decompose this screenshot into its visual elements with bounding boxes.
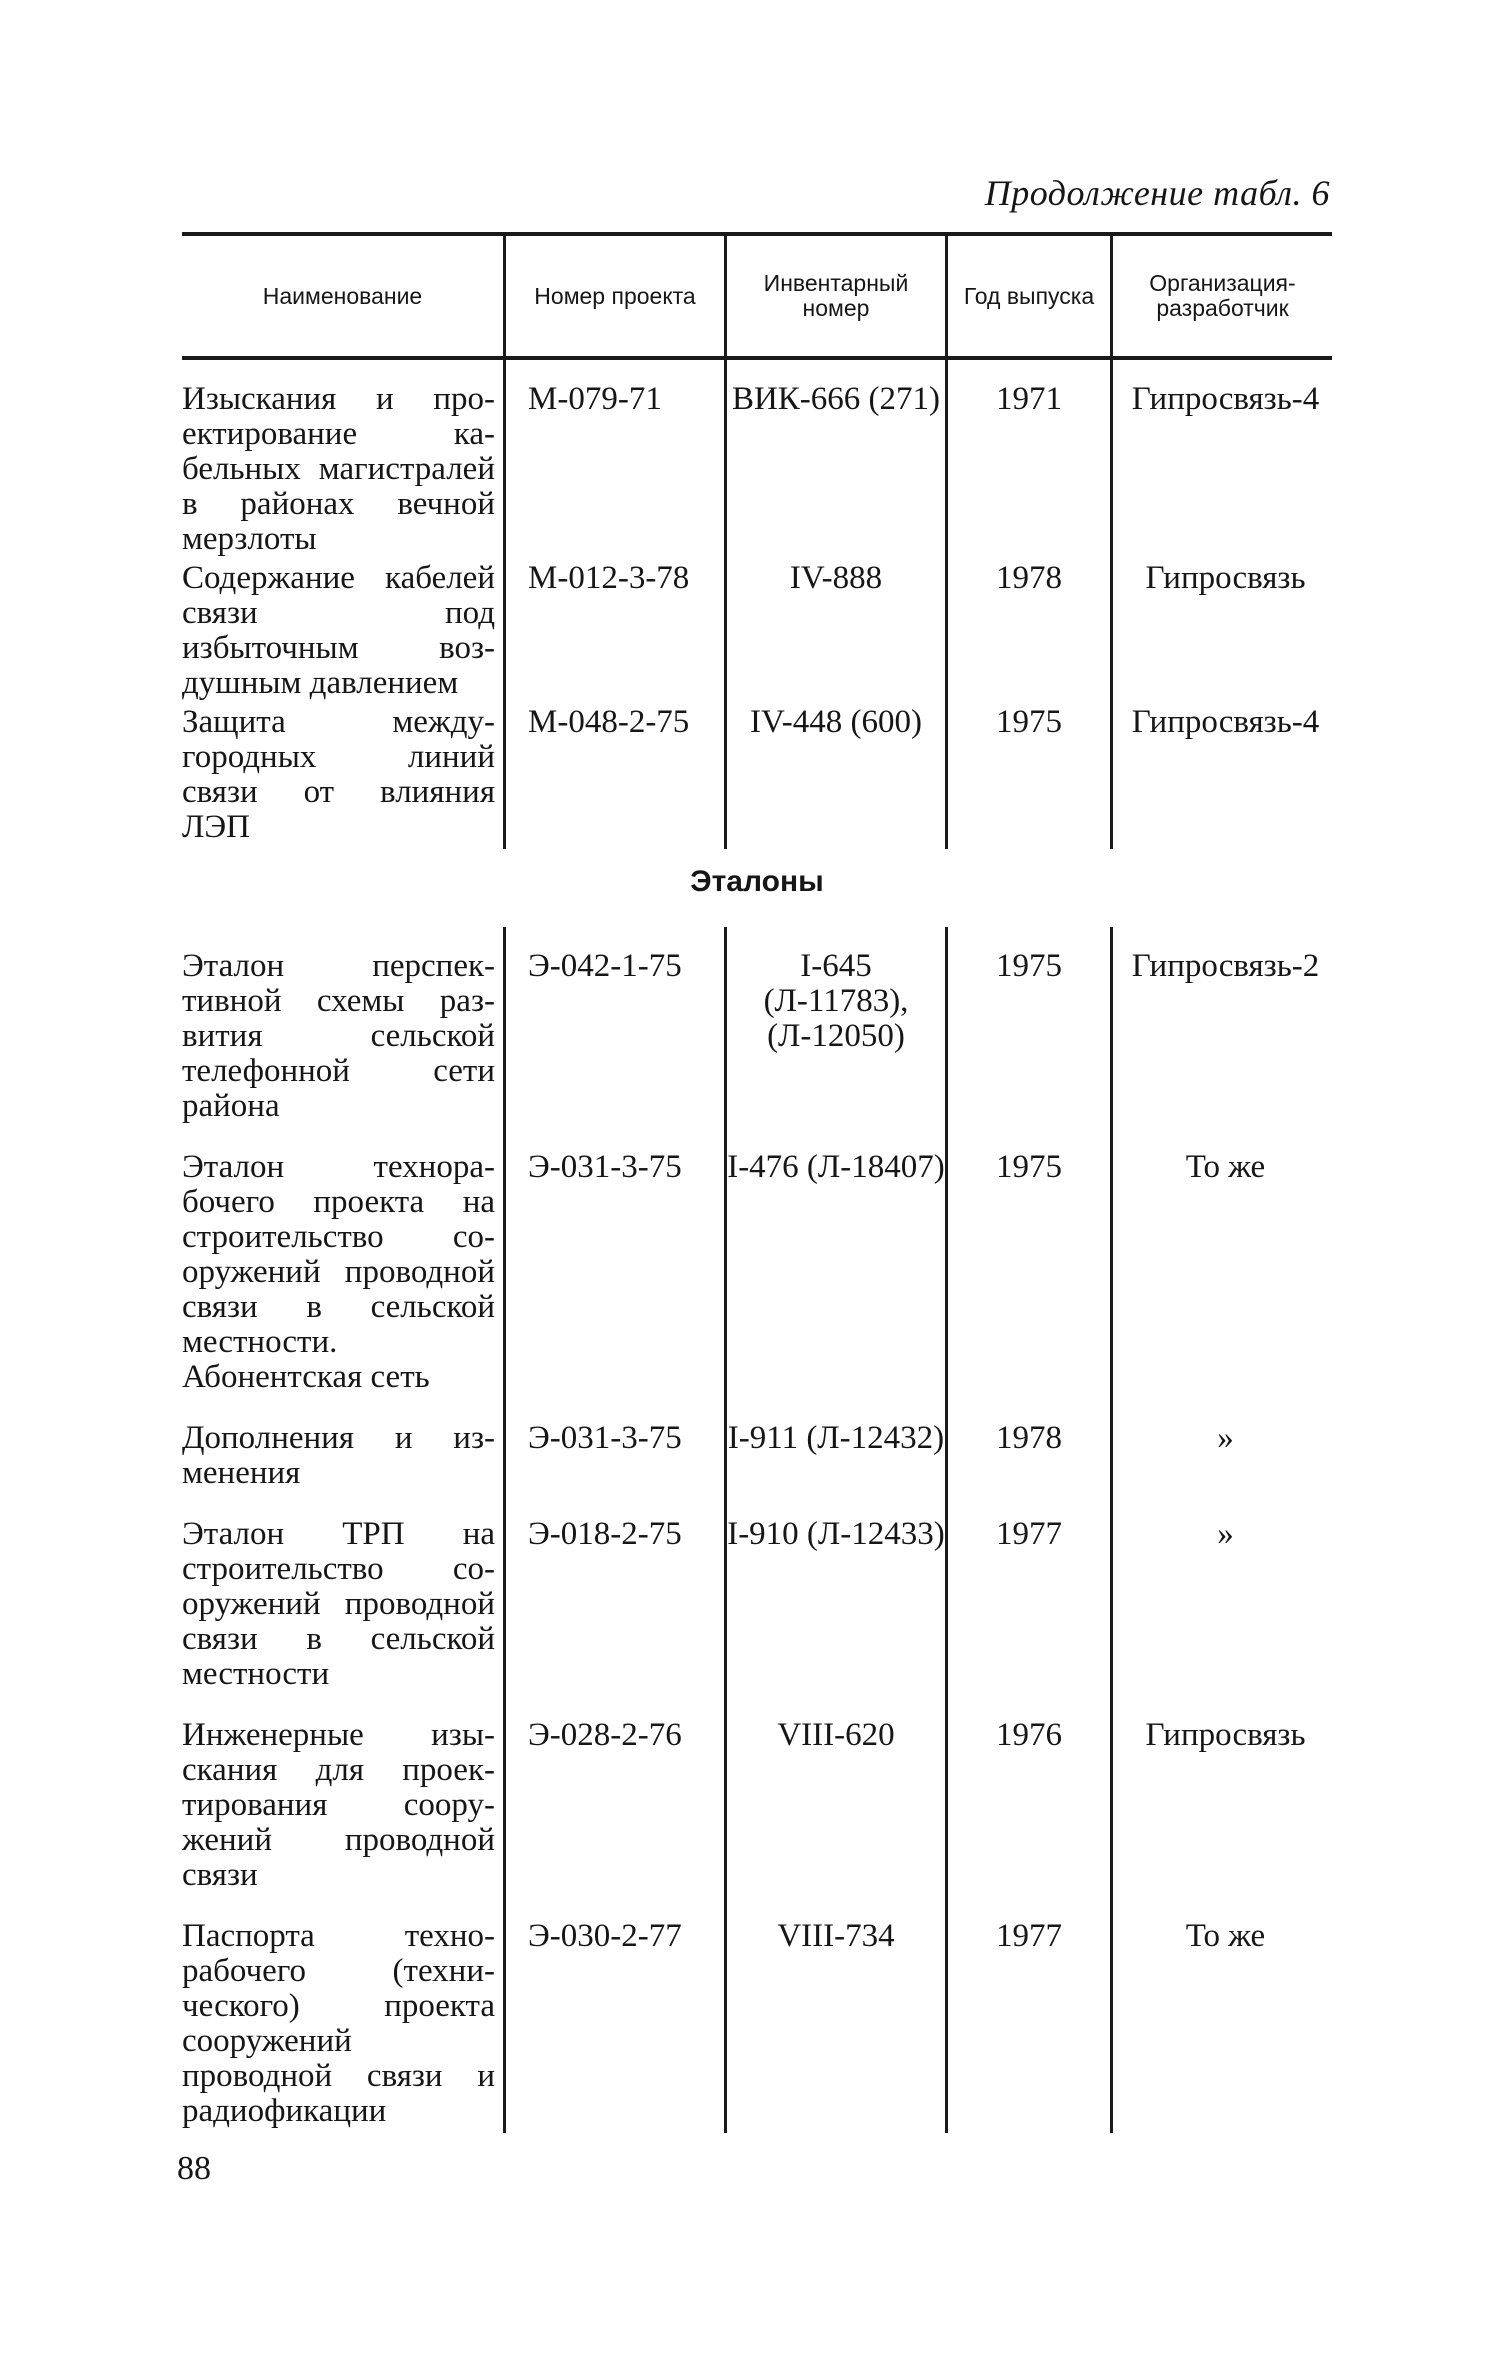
page-number: 88 [177,2150,211,2187]
column-header-name: Наименование [262,282,423,309]
column-header-project-number: Номер проекта [503,236,724,356]
row-inventory-number: IV-448 (600) [724,705,945,849]
table-row [182,360,1332,561]
row-year: 1975 [945,705,1110,849]
row-organization: Гипросвязь [1110,561,1332,705]
table-row [182,927,1332,1128]
table-row [182,705,1332,849]
row-project-number: Э-030-2-77 [503,1897,724,2133]
row-name: Защита междугородных линий связи от влияния ЛЭП [182,704,495,845]
table-section-2 [182,927,1332,2133]
column-header-inventory-number: Инвентарный номер [724,236,945,356]
row-inventory-number: VIII-734 [724,1897,945,2133]
row-inventory-number: ВИК-666 (271) [724,360,945,561]
row-project-number: М-079-71 [503,360,724,561]
row-organization: Гипросвязь-4 [1110,360,1332,561]
row-project-number: М-012-3-78 [503,561,724,705]
row-organization: Гипросвязь-2 [1110,927,1332,1128]
row-name: Эталон перспективной схемы развития сельской телефонной сети района [182,948,495,1124]
table-section-1 [182,360,1332,849]
row-organization: То же [1110,1897,1332,2133]
table-row [182,1897,1332,2133]
row-name: Эталон технорабочего проекта на строительство сооружений проводной связи в сельской местности. Абонентская сеть [182,1149,495,1395]
table-row [182,1696,1332,1897]
row-project-number: Э-028-2-76 [503,1696,724,1897]
row-project-number: Э-031-3-75 [503,1128,724,1399]
row-inventory-number: I-910 (Л-12433) [724,1495,945,1696]
row-inventory-number: I-645 (Л-11783), (Л-12050) [724,927,945,1128]
row-inventory-number: I-911 (Л-12432) [724,1399,945,1495]
table-row [182,1495,1332,1696]
column-header-year: Год выпуска [945,236,1110,356]
row-project-number: Э-031-3-75 [503,1399,724,1495]
row-name: Содержание кабелей связи под избыточным воздушным давлением [182,560,495,701]
row-organization: Гипросвязь-4 [1110,705,1332,849]
projects-table [182,232,1332,2133]
row-year: 1977 [945,1495,1110,1696]
row-organization: » [1110,1495,1332,1696]
row-year: 1975 [945,927,1110,1128]
table-row [182,1399,1332,1495]
table-row [182,1128,1332,1399]
row-year: 1978 [945,1399,1110,1495]
row-organization: » [1110,1399,1332,1495]
section-title: Эталоны [690,865,824,898]
row-year: 1971 [945,360,1110,561]
table-header [182,236,1332,356]
row-inventory-number: VIII-620 [724,1696,945,1897]
row-inventory-number: IV-888 [724,561,945,705]
column-header-organization: Организация-разработчик [1110,236,1332,356]
row-project-number: Э-042-1-75 [503,927,724,1128]
row-name: Паспорта технорабочего (технического) проекта сооружений проводной связи и радиофикации [182,1918,495,2129]
table-row [182,561,1332,705]
row-year: 1977 [945,1897,1110,2133]
row-project-number: М-048-2-75 [503,705,724,849]
row-organization: То же [1110,1128,1332,1399]
table-continuation-title: Продолжение табл. 6 [984,173,1330,213]
row-name: Эталон ТРП на строительство сооружений проводной связи в сельской местности [182,1516,495,1692]
row-year: 1975 [945,1128,1110,1399]
row-inventory-number: I-476 (Л-18407) [724,1128,945,1399]
row-organization: Гипросвязь [1110,1696,1332,1897]
row-year: 1976 [945,1696,1110,1897]
row-name: Дополнения и изменения [182,1420,495,1491]
row-name: Изыскания и проектирование кабельных магистралей в районах вечной мерзлоты [182,381,495,557]
row-year: 1978 [945,561,1110,705]
row-project-number: Э-018-2-75 [503,1495,724,1696]
row-name: Инженерные изыскания для проектирования сооружений проводной связи [182,1717,495,1893]
